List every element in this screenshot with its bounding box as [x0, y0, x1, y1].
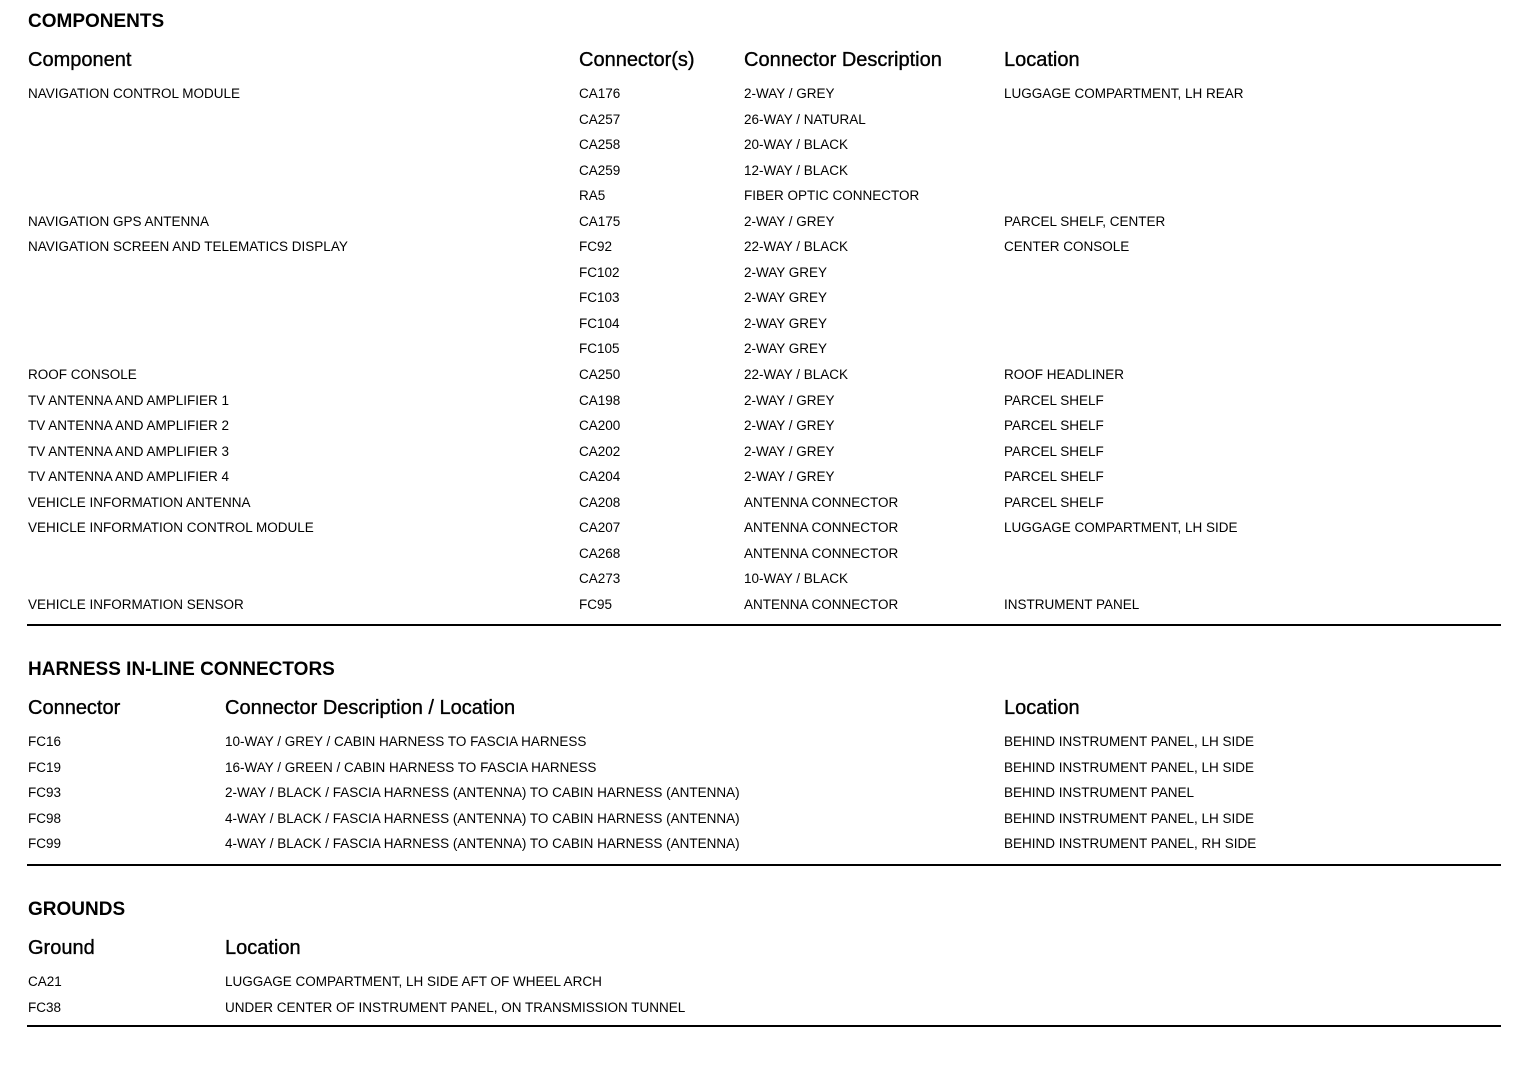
components-divider — [27, 624, 1501, 626]
components-header-connectors: Connector(s) — [579, 49, 695, 71]
harness-row-location: BEHIND INSTRUMENT PANEL — [1004, 785, 1195, 801]
component-row — [0, 469, 1520, 495]
harness-row-connector: FC16 — [28, 734, 62, 749]
grounds-header-location: Location — [225, 937, 301, 959]
component-row-connector: CA198 — [579, 392, 621, 408]
harness-row-description: 2-WAY / BLACK / FASCIA HARNESS (ANTENNA) TO CABIN HARNESS (ANTENNA) — [225, 785, 740, 801]
component-row-connector: CA200 — [579, 418, 621, 434]
harness-row — [0, 836, 1520, 862]
component-row-description: 12-WAY / BLACK — [744, 162, 849, 178]
component-row-description: 2-WAY GREY — [744, 264, 828, 280]
component-row — [0, 520, 1520, 546]
component-row — [0, 112, 1520, 138]
component-row — [0, 597, 1520, 623]
harness-row-description: 16-WAY / GREEN / CABIN HARNESS TO FASCIA HARNESS — [225, 759, 597, 775]
component-row-description: 2-WAY GREY — [744, 315, 828, 331]
harness-row-connector: FC19 — [28, 759, 62, 775]
component-row-connector: CA250 — [579, 367, 621, 383]
harness-row-connector: FC98 — [28, 810, 62, 826]
component-row-description: 20-WAY / BLACK — [744, 137, 849, 153]
harness-row — [0, 734, 1520, 760]
component-row-connector: RA5 — [579, 188, 606, 204]
harness-row-location: BEHIND INSTRUMENT PANEL, LH SIDE — [1004, 810, 1255, 826]
harness-header-location: Location — [1004, 697, 1080, 719]
component-row-component: ROOF CONSOLE — [28, 367, 137, 383]
component-row-description: ANTENNA CONNECTOR — [744, 545, 899, 561]
component-row-description: ANTENNA CONNECTOR — [744, 596, 899, 612]
components-header-component: Component — [28, 49, 132, 71]
component-row-description: ANTENNA CONNECTOR — [744, 520, 899, 536]
component-row-connector: FC105 — [579, 341, 620, 357]
component-row — [0, 571, 1520, 597]
component-row — [0, 214, 1520, 240]
component-row-description: 2-WAY / GREY — [744, 469, 835, 485]
harness-row — [0, 785, 1520, 811]
component-row-description: 26-WAY / NATURAL — [744, 111, 866, 127]
components-table-body — [0, 86, 1520, 622]
harness-row-location: BEHIND INSTRUMENT PANEL, RH SIDE — [1004, 836, 1257, 852]
component-row-component: NAVIGATION SCREEN AND TELEMATICS DISPLAY — [28, 239, 348, 255]
component-row — [0, 341, 1520, 367]
component-row-location: LUGGAGE COMPARTMENT, LH REAR — [1004, 86, 1244, 101]
component-row-connector: CA202 — [579, 443, 621, 459]
component-row-description: 10-WAY / BLACK — [744, 571, 849, 587]
component-row-connector: CA207 — [579, 520, 621, 536]
harness-header-description: Connector Description / Location — [225, 697, 516, 719]
component-row-connector: CA258 — [579, 137, 621, 153]
component-row — [0, 316, 1520, 342]
component-row — [0, 163, 1520, 189]
component-row-description: 2-WAY / GREY — [744, 213, 835, 229]
ground-row-ground: CA21 — [28, 974, 62, 989]
component-row-component: TV ANTENNA AND AMPLIFIER 2 — [28, 418, 230, 434]
component-row-location: PARCEL SHELF — [1004, 418, 1104, 434]
component-row — [0, 418, 1520, 444]
harness-header-connector: Connector — [28, 697, 121, 719]
ground-row-ground: FC38 — [28, 999, 62, 1015]
component-row-connector: CA176 — [579, 86, 621, 101]
ground-row — [0, 1000, 1520, 1026]
component-row-component: VEHICLE INFORMATION CONTROL MODULE — [28, 520, 314, 536]
ground-row-location: UNDER CENTER OF INSTRUMENT PANEL, ON TRANSMISSION TUNNEL — [225, 999, 686, 1015]
component-row-location: LUGGAGE COMPARTMENT, LH SIDE — [1004, 520, 1238, 536]
grounds-header-ground: Ground — [28, 937, 95, 959]
components-header-description: Connector Description — [744, 49, 942, 71]
grounds-section-title: GROUNDS — [28, 899, 126, 920]
ground-row-location: LUGGAGE COMPARTMENT, LH SIDE AFT OF WHEEL ARCH — [225, 974, 602, 989]
component-row-connector: FC92 — [579, 239, 613, 255]
component-row-description: 2-WAY / GREY — [744, 443, 835, 459]
component-row — [0, 290, 1520, 316]
harness-row — [0, 811, 1520, 837]
component-row-description: FIBER OPTIC CONNECTOR — [744, 188, 920, 204]
component-row-location: INSTRUMENT PANEL — [1004, 596, 1140, 612]
component-row — [0, 137, 1520, 163]
harness-row-connector: FC99 — [28, 836, 62, 852]
component-row-connector: FC102 — [579, 264, 620, 280]
component-row — [0, 546, 1520, 572]
harness-row-description: 4-WAY / BLACK / FASCIA HARNESS (ANTENNA) TO CABIN HARNESS (ANTENNA) — [225, 836, 740, 852]
component-row — [0, 495, 1520, 521]
harness-row-description: 10-WAY / GREY / CABIN HARNESS TO FASCIA HARNESS — [225, 734, 587, 749]
harness-divider — [27, 864, 1501, 866]
component-row-component: TV ANTENNA AND AMPLIFIER 3 — [28, 443, 230, 459]
component-row-description: 22-WAY / BLACK — [744, 367, 849, 383]
components-header-location: Location — [1004, 49, 1080, 71]
ground-row — [0, 974, 1520, 1000]
component-row-component: NAVIGATION GPS ANTENNA — [28, 213, 210, 229]
component-row-connector: CA268 — [579, 545, 621, 561]
component-row-location: PARCEL SHELF — [1004, 392, 1104, 408]
component-row-description: ANTENNA CONNECTOR — [744, 494, 899, 510]
component-row — [0, 188, 1520, 214]
component-row-location: PARCEL SHELF — [1004, 469, 1104, 485]
grounds-table-body — [0, 974, 1520, 1025]
component-row — [0, 86, 1520, 112]
component-row — [0, 367, 1520, 393]
component-row-description: 2-WAY / GREY — [744, 392, 835, 408]
component-row-component: VEHICLE INFORMATION SENSOR — [28, 596, 244, 612]
component-row — [0, 393, 1520, 419]
component-row-location: CENTER CONSOLE — [1004, 239, 1130, 255]
harness-row-location: BEHIND INSTRUMENT PANEL, LH SIDE — [1004, 759, 1255, 775]
component-row-connector: FC103 — [579, 290, 620, 306]
harness-row-location: BEHIND INSTRUMENT PANEL, LH SIDE — [1004, 734, 1255, 749]
component-row-connector: CA259 — [579, 162, 621, 178]
component-row-description: 2-WAY GREY — [744, 290, 828, 306]
component-row — [0, 239, 1520, 265]
component-row-connector: CA175 — [579, 213, 621, 229]
harness-row — [0, 760, 1520, 786]
component-row-description: 2-WAY GREY — [744, 341, 828, 357]
component-row-connector: CA257 — [579, 111, 621, 127]
component-row-connector: FC104 — [579, 315, 620, 331]
component-row — [0, 444, 1520, 470]
component-row-component: NAVIGATION CONTROL MODULE — [28, 86, 241, 101]
component-row-description: 2-WAY / GREY — [744, 418, 835, 434]
component-row-description: 22-WAY / BLACK — [744, 239, 849, 255]
component-row-location: PARCEL SHELF — [1004, 494, 1104, 510]
harness-section-title: HARNESS IN-LINE CONNECTORS — [28, 659, 335, 680]
component-row-location: PARCEL SHELF, CENTER — [1004, 213, 1166, 229]
component-row-location: PARCEL SHELF — [1004, 443, 1104, 459]
harness-row-description: 4-WAY / BLACK / FASCIA HARNESS (ANTENNA) TO CABIN HARNESS (ANTENNA) — [225, 810, 740, 826]
component-row-connector: CA273 — [579, 571, 621, 587]
component-row — [0, 265, 1520, 291]
component-row-component: TV ANTENNA AND AMPLIFIER 1 — [28, 392, 230, 408]
component-row-connector: FC95 — [579, 596, 613, 612]
harness-row-connector: FC93 — [28, 785, 62, 801]
component-row-connector: CA208 — [579, 494, 621, 510]
component-row-component: TV ANTENNA AND AMPLIFIER 4 — [28, 469, 230, 485]
component-row-description: 2-WAY / GREY — [744, 86, 835, 101]
component-row-component: VEHICLE INFORMATION ANTENNA — [28, 494, 251, 510]
component-row-location: ROOF HEADLINER — [1004, 367, 1125, 383]
grounds-divider — [27, 1025, 1501, 1027]
components-section-title: COMPONENTS — [28, 11, 165, 32]
harness-table-body — [0, 734, 1520, 862]
component-row-connector: CA204 — [579, 469, 621, 485]
